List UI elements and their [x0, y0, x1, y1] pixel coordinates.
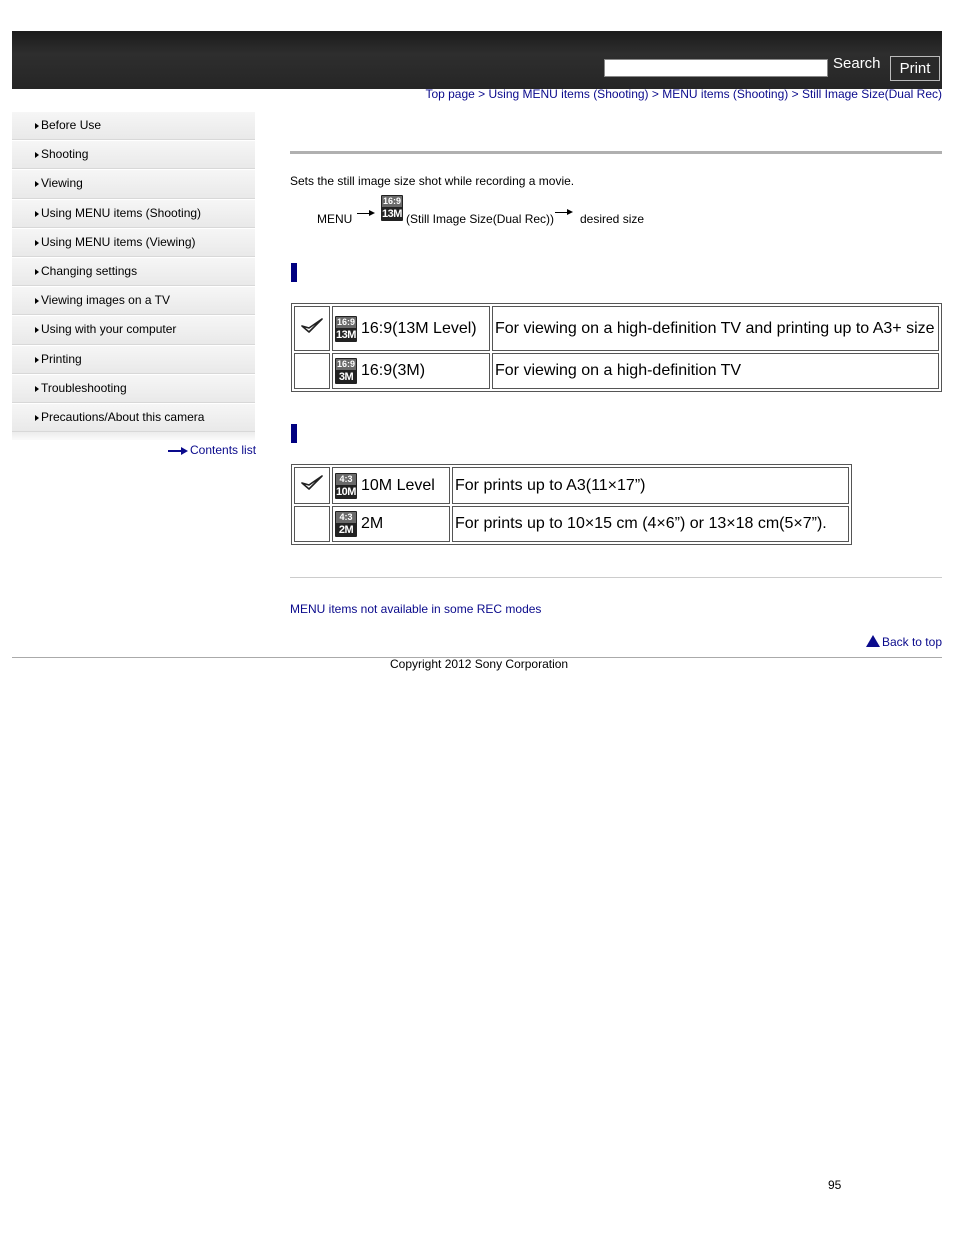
sidebar-item-label: Using MENU items (Shooting): [41, 205, 202, 220]
triangle-right-icon: [35, 211, 39, 217]
option-name-cell: [332, 506, 450, 542]
sidebar-end: [12, 432, 255, 440]
triangle-right-icon: [35, 152, 39, 158]
triangle-right-icon: [35, 123, 39, 129]
option-name: 16:9(3M): [361, 362, 426, 380]
option-name: 2M: [361, 515, 384, 533]
sidebar-item-before-use[interactable]: [12, 111, 255, 140]
option-name-cell: [332, 306, 490, 351]
option-description: For viewing on a high-definition TV: [492, 353, 939, 389]
menu-label: MENU: [317, 212, 353, 226]
sidebar-item-menu-shooting[interactable]: [12, 199, 255, 228]
sidebar-item-viewing[interactable]: [12, 169, 255, 198]
triangle-right-icon: [35, 386, 39, 392]
arrow-right-icon: [555, 209, 573, 217]
still-image-size-icon: 16:9 13M: [382, 196, 402, 220]
sidebar-item-printing[interactable]: [12, 345, 255, 374]
triangle-right-icon: [35, 240, 39, 246]
print-button[interactable]: Print: [890, 56, 940, 81]
sidebar-item-precautions[interactable]: [12, 403, 255, 432]
sidebar-item-menu-viewing[interactable]: [12, 228, 255, 257]
options-table-4-3: [291, 464, 852, 545]
breadcrumb[interactable]: Top page > Using MENU items (Shooting) > MENU items (Shooting) > Still Image Size(Dual Rec): [425, 87, 942, 101]
sidebar-item-computer[interactable]: [12, 315, 255, 344]
size-4-3-2m-icon: 4:3 2M: [335, 511, 357, 537]
search-button[interactable]: Search: [833, 55, 881, 72]
page-description: Sets the still image size shot while recording a movie.: [290, 174, 575, 188]
section-marker: [291, 263, 297, 282]
sidebar-item-changing-settings[interactable]: [12, 257, 255, 286]
back-to-top-link[interactable]: [866, 635, 942, 649]
contents-list-label: Contents list: [190, 443, 257, 457]
sidebar-item-label: Using MENU items (Viewing): [41, 234, 196, 249]
sidebar-item-label: Changing settings: [41, 263, 138, 278]
size-4-3-10m-icon: 4:3 10M: [336, 473, 356, 498]
menu-item-label: (Still Image Size(Dual Rec)): [406, 212, 555, 226]
copyright: Copyright 2012 Sony Corporation: [390, 657, 569, 671]
sidebar-item-label: Using with your computer: [41, 322, 177, 337]
arrow-right-icon: [168, 446, 188, 456]
sidebar-item-label: Precautions/About this camera: [41, 409, 205, 424]
option-description: For prints up to A3(11×17”): [452, 467, 849, 504]
title-divider: [290, 151, 942, 154]
page-number: 95: [828, 1178, 842, 1192]
sidebar-item-label: Troubleshooting: [41, 380, 127, 395]
menu-path: [317, 195, 817, 225]
header-bar: [12, 31, 942, 89]
default-check-cell: [294, 467, 330, 504]
table-row[interactable]: [294, 353, 939, 389]
size-16-9-13m-icon: 16:9 13M: [336, 316, 356, 341]
sidebar-item-label: Before Use: [41, 118, 102, 132]
check-icon: [301, 318, 323, 334]
option-description: For viewing on a high-definition TV and printing up to A3+ size: [492, 306, 939, 351]
section-marker: [291, 424, 297, 443]
contents-list-link[interactable]: [168, 443, 256, 457]
table-row[interactable]: [294, 467, 849, 504]
sidebar-item-label: Printing: [41, 351, 82, 366]
option-description: For prints up to 10×15 cm (4×6”) or 13×18 cm(5×7”).: [452, 506, 849, 542]
option-name: 16:9(13M Level): [361, 319, 477, 337]
size-16-9-3m-icon: 16:9 3M: [336, 359, 355, 383]
check-icon: [301, 475, 323, 491]
sidebar-item-viewing-tv[interactable]: [12, 286, 255, 315]
sidebar-item-label: Viewing: [41, 176, 83, 191]
empty-check-cell: [294, 506, 330, 542]
option-name-cell: [332, 467, 450, 504]
triangle-right-icon: [35, 327, 39, 333]
sidebar-item-label: Shooting: [41, 147, 89, 162]
triangle-right-icon: [35, 181, 39, 187]
table-row[interactable]: [294, 306, 939, 351]
sidebar-item-troubleshooting[interactable]: [12, 374, 255, 403]
related-link[interactable]: MENU items not available in some REC modes: [290, 602, 542, 616]
triangle-right-icon: [35, 415, 39, 421]
default-check-cell: [294, 306, 330, 351]
sidebar: [12, 111, 255, 440]
table-row[interactable]: [294, 506, 849, 542]
triangle-right-icon: [35, 269, 39, 275]
search-input[interactable]: [604, 59, 828, 77]
option-name-cell: [332, 353, 490, 389]
options-table-16-9: [291, 303, 942, 392]
back-to-top-label: Back to top: [881, 635, 942, 649]
sidebar-item-label: Viewing images on a TV: [41, 293, 170, 308]
sidebar-item-shooting[interactable]: [12, 140, 255, 169]
empty-check-cell: [294, 353, 330, 389]
content-divider: [290, 577, 942, 578]
arrow-right-icon: [357, 210, 375, 218]
triangle-right-icon: [35, 298, 39, 304]
menu-end-label: desired size: [580, 212, 645, 226]
triangle-up-icon: [866, 635, 880, 647]
option-name: 10M Level: [361, 476, 435, 494]
triangle-right-icon: [35, 357, 39, 363]
